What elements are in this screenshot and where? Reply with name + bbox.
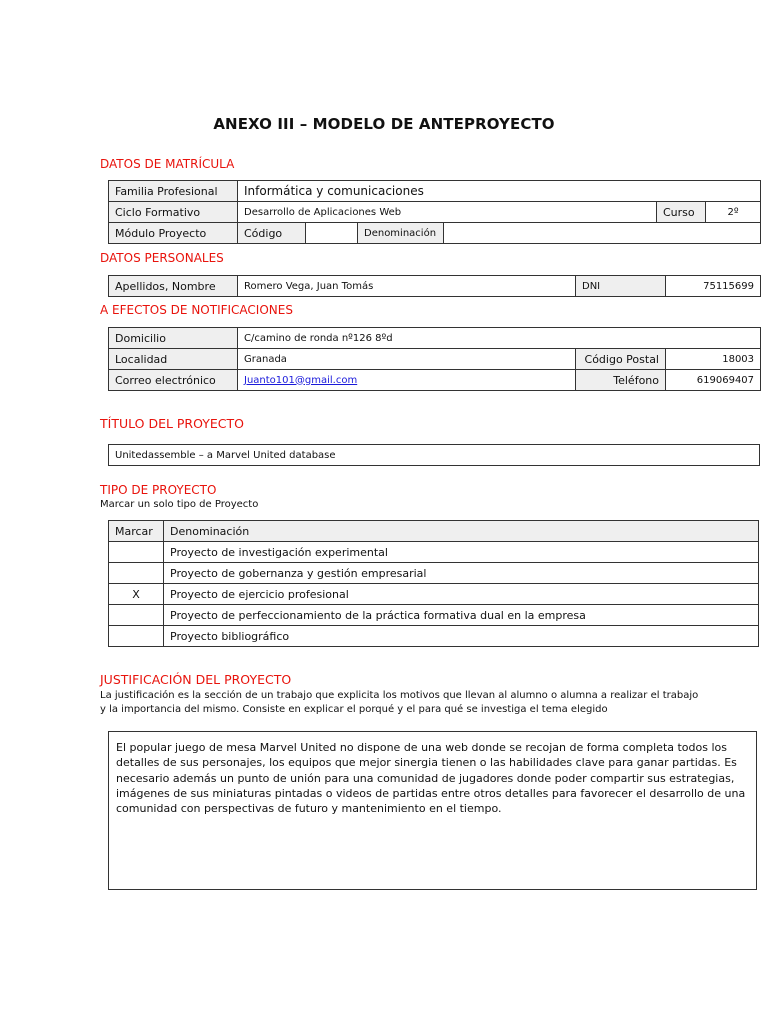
apellidos-label: Apellidos, Nombre	[109, 276, 238, 297]
titulo-value[interactable]: Unitedassemble – a Marvel United database	[109, 445, 760, 466]
justificacion-desc-line2: y la importancia del mismo. Consiste en explicar el porqué y el para qué se investiga el tema elegido	[100, 704, 608, 715]
codigo-value[interactable]	[306, 223, 358, 244]
domicilio-value[interactable]: C/camino de ronda nº126 8ºd	[238, 328, 761, 349]
tipo-mark-cell[interactable]	[109, 563, 164, 584]
tipo-mark-cell[interactable]: X	[109, 584, 164, 605]
cp-label: Código Postal	[576, 349, 666, 370]
col-marcar-header: Marcar	[109, 521, 164, 542]
notificaciones-table	[108, 327, 761, 391]
dni-value[interactable]: 75115699	[666, 276, 761, 297]
familia-label: Familia Profesional	[109, 181, 238, 202]
tipo-mark-cell[interactable]	[109, 605, 164, 626]
telefono-value[interactable]: 619069407	[666, 370, 761, 391]
section-heading-titulo: TÍTULO DEL PROYECTO	[100, 416, 245, 431]
justificacion-text[interactable]: El popular juego de mesa Marvel United no dispone de una web donde se recojan de forma completa todos los detalles de sus personajes, los equipos que mejor sinergia tienen o las habilidades clave para ganar partidas. Es necesario además un punto de unión para una comunidad de jugadores donde poder compartir sus estrategias, imágenes de sus miniaturas pintadas o videos de partidas entre otros detalles para favorecer el desarrollo de una comunidad con perspectivas de futuro y mantenimiento en el tiempo.	[108, 731, 757, 890]
curso-label: Curso	[657, 202, 706, 223]
correo-link[interactable]: Juanto101@gmail.com	[244, 374, 358, 386]
page-title: ANEXO III – MODELO DE ANTEPROYECTO	[213, 115, 555, 133]
correo-label: Correo electrónico	[109, 370, 238, 391]
dni-label: DNI	[576, 276, 666, 297]
justificacion-desc-line1: La justificación es la sección de un trabajo que explicita los motivos que llevan al alumno o alumna a realizar el trabajo	[100, 690, 699, 701]
denominacion-value[interactable]	[444, 223, 761, 244]
tipo-table	[108, 520, 759, 647]
tipo-mark-cell[interactable]	[109, 542, 164, 563]
domicilio-label: Domicilio	[109, 328, 238, 349]
tipo-option-label: Proyecto de ejercicio profesional	[164, 584, 759, 605]
modulo-label: Módulo Proyecto	[109, 223, 238, 244]
curso-value[interactable]: 2º	[706, 202, 761, 223]
denominacion-label: Denominación	[358, 223, 444, 244]
localidad-value[interactable]: Granada	[238, 349, 576, 370]
tipo-option-label: Proyecto de perfeccionamiento de la práctica formativa dual en la empresa	[164, 605, 759, 626]
tipo-mark-cell[interactable]	[109, 626, 164, 647]
section-heading-justificacion: JUSTIFICACIÓN DEL PROYECTO	[100, 672, 292, 687]
familia-value[interactable]: Informática y comunicaciones	[238, 181, 761, 202]
tipo-instruction: Marcar un solo tipo de Proyecto	[100, 499, 259, 510]
codigo-label: Código	[238, 223, 306, 244]
section-heading-personales: DATOS PERSONALES	[100, 251, 224, 265]
col-denominacion-header: Denominación	[164, 521, 759, 542]
titulo-table	[108, 444, 760, 466]
section-heading-notificaciones: A EFECTOS DE NOTIFICACIONES	[100, 303, 293, 317]
section-heading-matricula: DATOS DE MATRÍCULA	[100, 157, 235, 171]
telefono-label: Teléfono	[576, 370, 666, 391]
localidad-label: Localidad	[109, 349, 238, 370]
ciclo-value[interactable]: Desarrollo de Aplicaciones Web	[238, 202, 657, 223]
apellidos-value[interactable]: Romero Vega, Juan Tomás	[238, 276, 576, 297]
personales-table	[108, 275, 761, 297]
section-heading-tipo: TIPO DE PROYECTO	[100, 483, 217, 497]
ciclo-label: Ciclo Formativo	[109, 202, 238, 223]
tipo-option-label: Proyecto de investigación experimental	[164, 542, 759, 563]
tipo-option-label: Proyecto bibliográfico	[164, 626, 759, 647]
cp-value[interactable]: 18003	[666, 349, 761, 370]
tipo-option-label: Proyecto de gobernanza y gestión empresarial	[164, 563, 759, 584]
matricula-table	[108, 180, 761, 244]
